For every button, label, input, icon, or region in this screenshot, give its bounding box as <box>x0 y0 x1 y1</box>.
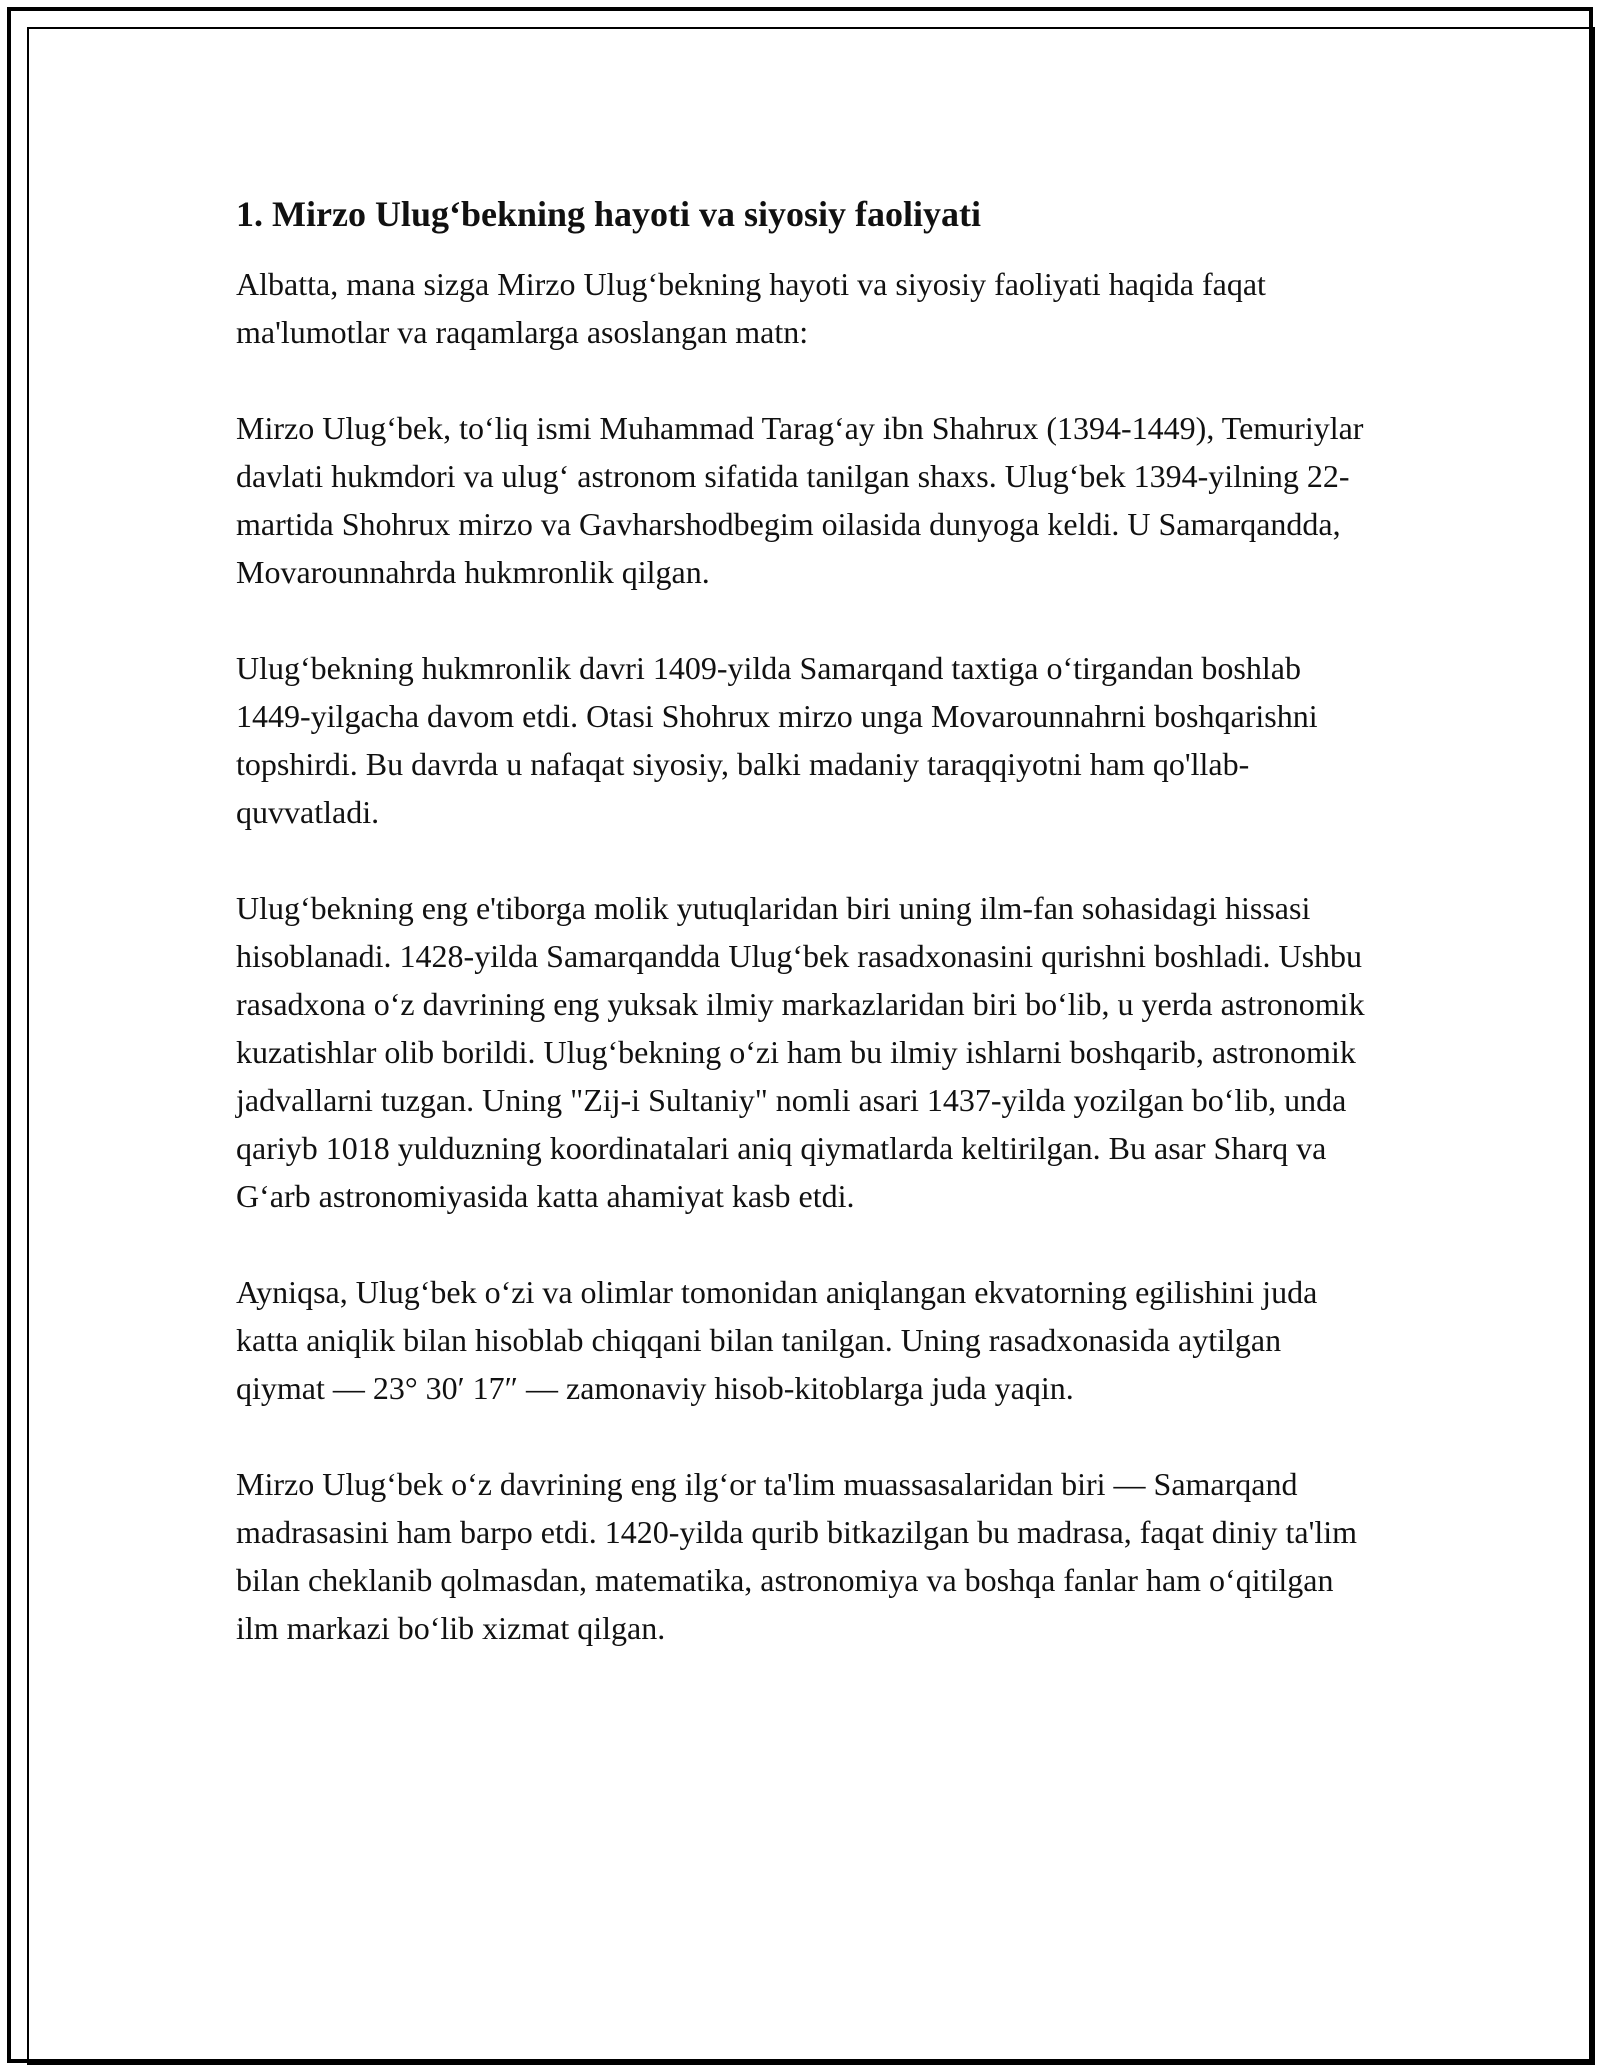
paragraph-ecliptic: Ayniqsa, Ulug‘bek o‘zi va olimlar tomonidan aniqlangan ekvatorning egilishini juda katta aniqlik bilan hisoblab chiqqani bilan tanilgan. Uning rasadxonasida aytilgan qiymat — 23° 30′ 17″ — zamonaviy hisob-kitoblarga juda yaqin. <box>236 1274 1318 1406</box>
paragraph-observatory: Ulug‘bekning eng e'tiborga molik yutuqlaridan biri uning ilm-fan sohasidagi hissasi hisoblanadi. 1428-yilda Samarqandda Ulug‘bek rasadxonasini qurishni boshladi. Ushbu rasadxona o‘z davrining eng yuksak ilmiy markazlaridan biri bo‘lib, u yerda astronomik kuzatishlar olib borildi. Ulug‘bekning o‘zi ham bu ilmiy ishlarni boshqarib, astronomik jadvallarni tuzgan. Uning "Zij-i Sultaniy" nomli asari 1437-yilda yozilgan bo‘lib, unda qariyb 1018 yulduzning koordinatalari aniq qiymatlarda keltirilgan. Bu asar Sharq va G‘arb astronomiyasida katta ahamiyat kasb etdi. <box>236 890 1365 1214</box>
paragraph-intro: Albatta, mana sizga Mirzo Ulug‘bekning hayoti va siyosiy faoliyati haqida faqat ma'lumotlar va raqamlarga asoslangan matn: <box>236 266 1266 350</box>
paragraph-madrasa: Mirzo Ulug‘bek o‘z davrining eng ilg‘or ta'lim muassasalaridan biri — Samarqand madrasasini ham barpo etdi. 1420-yilda qurib bitkazilgan bu madrasa, faqat diniy ta'lim bilan cheklanib qolmasdan, matematika, astronomiya va boshqa fanlar ham o‘qitilgan ilm markazi bo‘lib xizmat qilgan. <box>236 1466 1358 1646</box>
paragraph-reign: Ulug‘bekning hukmronlik davri 1409-yilda Samarqand taxtiga o‘tirgandan boshlab 1449-yilgacha davom etdi. Otasi Shohrux mirzo unga Movarounnahrni boshqarishni topshirdi. Bu davrda u nafaqat siyosiy, balki madaniy taraqqiyotni ham qo'llab-quvvatladi. <box>236 650 1318 830</box>
paragraph-biography: Mirzo Ulug‘bek, to‘liq ismi Muhammad Tarag‘ay ibn Shahrux (1394-1449), Temuriylar davlati hukmdori va ulug‘ astronom sifatida tanilgan shaxs. Ulug‘bek 1394-yilning 22-martida Shohrux mirzo va Gavharshodbegim oilasida dunyoga keldi. U Samarqandda, Movarounnahrda hukmronlik qilgan. <box>236 410 1364 590</box>
section-heading: 1. Mirzo Ulug‘bekning hayoti va siyosiy faoliyati <box>236 194 982 234</box>
document-body <box>236 186 1376 1652</box>
